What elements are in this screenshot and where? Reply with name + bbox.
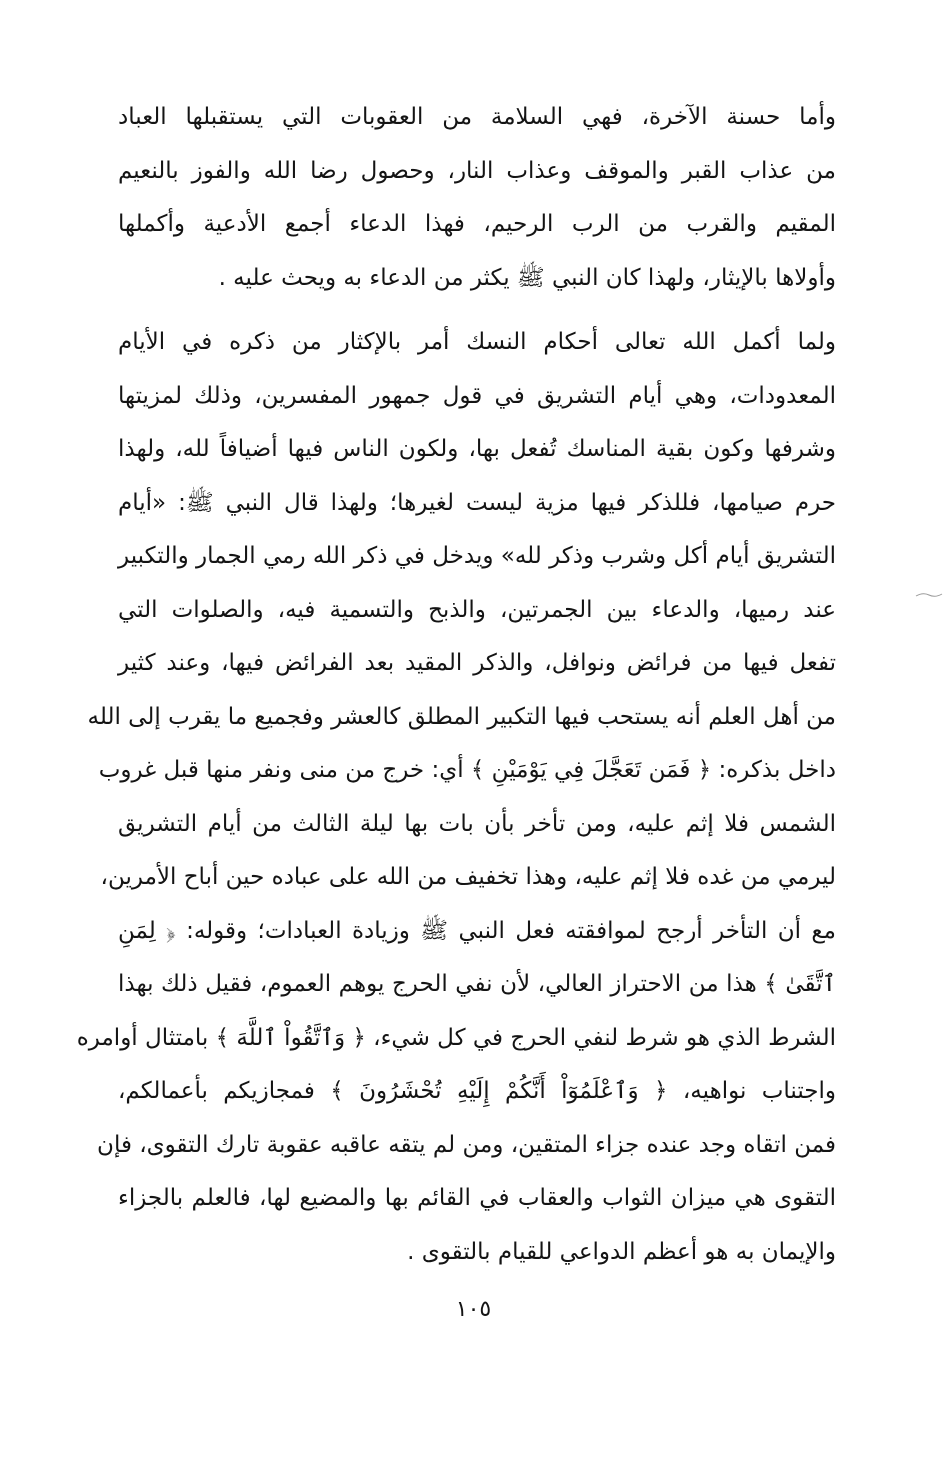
page-number: ١٠٥ [455, 1297, 492, 1322]
text-line: التقوى هي ميزان الثواب والعقاب في القائم بها والمضيع لها، فالعلم بالجزاء [118, 1185, 836, 1211]
text-line: حرم صيامها، فللذكر فيها مزية ليست لغيرها؛ ولهذا قال النبي ﷺ: «أيام [118, 489, 836, 516]
text-line: ليرمي من غده فلا إثم عليه، وهذا تخفيف من الله على عباده حين أباح الأمرين، [100, 864, 836, 890]
text-line: واجتناب نواهيه، ﴿ وَٱعْلَمُوٓاْ أَنَّكُمْ إِلَيْهِ تُحْشَرُونَ ﴾ فمجازيكم بأعمالكم، [118, 1078, 836, 1104]
text-line: المعدودات، وهي أيام التشريق في قول جمهور المفسرين، وذلك لمزيتها [118, 382, 836, 409]
text-line: داخل بذكره: ﴿ فَمَن تَعَجَّلَ فِي يَوْمَيْنِ ﴾ أي: خرج من منى ونفر منها قبل غروب [98, 757, 836, 783]
text-line: الشرط الذي هو شرط لنفي الحرج في كل شيء، ﴿ وَٱتَّقُواْ ٱللَّهَ ﴾ بامتثال أوامره [76, 1024, 836, 1051]
text-line: مع أن التأخر أرجح لموافقته فعل النبي ﷺ وزيادة العبادات؛ وقوله: ﴿ لِمَنِ [118, 917, 836, 944]
text-line: تفعل فيها من فرائض ونوافل، والذكر المقيد بعد الفرائض فيها، وعند كثير [118, 650, 836, 676]
text-line: المقيم والقرب من الرب الرحيم، فهذا الدعاء أجمع الأدعية وأكملها [118, 211, 836, 237]
margin-scan-mark [915, 588, 943, 602]
text-line: ٱتَّقَىٰ ﴾ هذا من الاحتراز العالي، لأن نفي الحرج يوهم العموم، فقيل ذلك بهذا [118, 971, 836, 997]
text-line: من أهل العلم أنه يستحب فيها التكبير المطلق كالعشر وفجميع ما يقرب إلى الله [87, 703, 836, 730]
text-line: فمن اتقاه وجد عنده جزاء المتقين، ومن لم يتقه عاقبه عقوبة تارك التقوى، فإن [97, 1131, 836, 1158]
text-line: من عذاب القبر والموقف وعذاب النار، وحصول رضا الله والفوز بالنعيم [118, 157, 836, 184]
text-line: ولما أكمل الله تعالى أحكام النسك أمر بالإكثار من ذكره في الأيام [118, 329, 836, 355]
text-line: وشرفها وكون بقية المناسك تُفعل بها، ولكون الناس فيها أضيافاً لله، ولهذا [118, 436, 836, 462]
text-line: الشمس فلا إثم عليه، ومن تأخر بأن بات بها ليلة الثالث من أيام التشريق [118, 810, 836, 837]
text-line: والإيمان به هو أعظم الدواعي للقيام بالتقوى . [407, 1238, 836, 1265]
paragraph-1 [118, 91, 836, 305]
text-line: عند رميها، والدعاء بين الجمرتين، والذبح والتسمية فيه، والصلوات التي [118, 596, 836, 623]
text-line: التشريق أيام أكل وشرب وذكر لله» ويدخل في ذكر الله رمي الجمار والتكبير [118, 543, 836, 569]
text-line: وأما حسنة الآخرة، فهي السلامة من العقوبات التي يستقبلها العباد [118, 104, 836, 130]
text-line: وأولاها بالإيثار، ولهذا كان النبي ﷺ يكثر من الدعاء به ويحث عليه . [218, 264, 836, 291]
paragraph-2 [76, 316, 836, 1279]
